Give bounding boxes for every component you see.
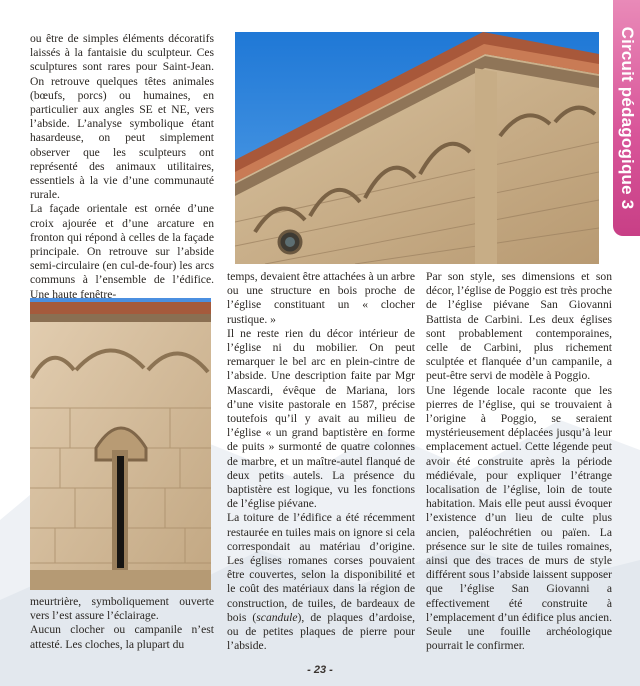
chapter-tab (613, 0, 640, 236)
paragraph: Aucun clocher ou campanile n’est attesté. Les cloches, la plupart du (30, 623, 214, 651)
text-span: La toiture de l’édifice a été récemment restaurée en tuiles mais on ignore si cela correspondait au matériau d’origine. Les églises romanes corses pouvaient être couvertes, selon la disponibilité et le coût des matériaux dans la région de construction, de tuiles, de bardeaux de bois ( (227, 511, 415, 624)
text-column-1-bottom (30, 595, 214, 652)
chapter-tab-label: Circuit pédagogique 3 (617, 26, 637, 210)
text-span: ), de plaques d’ardoise, ou de petites plaques de pierre pour l’abside. (227, 610, 415, 653)
paragraph: temps, devaient être attachées à un arbre ou une structure en bois proche de l’église constituant un « clocher rustique. » (227, 270, 415, 326)
text-column-1 (30, 32, 214, 302)
page-number: - 23 - (307, 664, 333, 676)
paragraph: Il ne reste rien du décor intérieur de l’église ni du mobilier. On peut remarquer le bel arc en plein-cintre de l’abside. Une description faite par Mgr Mascardi, évêque de Mariana, lors d’une visite pastorale en 1587, précise toutefois qu’il y avait au milieu de l’église « un grand baptistère en forme de puits » surmonté de quatre colonnes de marbre, et un maître-autel flanqué de deux petits autels. La présence du baptistère est logique, vu les fonctions de l’église piévane. (227, 326, 415, 511)
text-column-2 (227, 270, 415, 653)
italic-term: scandule (256, 610, 298, 624)
apse-window-photo (30, 298, 211, 590)
paragraph: Par son style, ses dimensions et son décor, l’église de Poggio est très proche de l’église piévane San Giovanni Battista de Carbini. Les deux églises sont probablement contemporaines, celle de Carbini, plus richement sculptée et flanquée d’un campanile, a peut-être servi de modèle à Poggio. (426, 270, 612, 383)
church-cornice-photo (235, 32, 599, 264)
paragraph: La façade orientale est ornée d’une croix ajourée et d’une arcature en fronton qui répond à celles de la façade principale. On retrouve sur l’abside semi-circulaire (en cul-de-four) les arcs communs à l’ensemble de l’édifice. Une haute fenêtre- (30, 202, 214, 301)
paragraph: Une légende locale raconte que les pierres de l’église, qui se trouvaient à l’origine à Poggio, se seraient mystérieusement déplacées jusqu’à leur emplacement actuel. Cette légende peut avoir été construite après la période médiévale, pour expliquer l’étrange localisation de l’église, loin de toute habitation. Mais elle peut aussi évoquer l’existence d’un lieu de culte plus ancien, paléochrétien ou païen. La présence sur le site de tuiles romaines, ainsi que des traces de murs de style différent sous l’abside laissent supposer que l’église San Giovanni a effectivement été construite à l’emplacement d’un édifice plus ancien. Seule une fouille archéologique pourrait le confirmer. (426, 383, 612, 653)
paragraph (227, 511, 415, 653)
paragraph: meurtrière, symboliquement ouverte vers l’est assure l’éclairage. (30, 595, 214, 623)
paragraph: ou être de simples éléments décoratifs laissés à la fantaisie du sculpteur. Ces sculptures sont rares pour Saint-Jean. On retrouve quelques têtes animales (bœufs, porcs) ou humaines, en particulier aux angles SE et NE, vers l’abside. L’analyse symbolique étant hasardeuse, on peut simplement observer que les sculpteurs ont représenté des animaux utilitaires, essentiels à la vie d’une communauté rurale. (30, 32, 214, 202)
text-column-3 (426, 270, 612, 653)
